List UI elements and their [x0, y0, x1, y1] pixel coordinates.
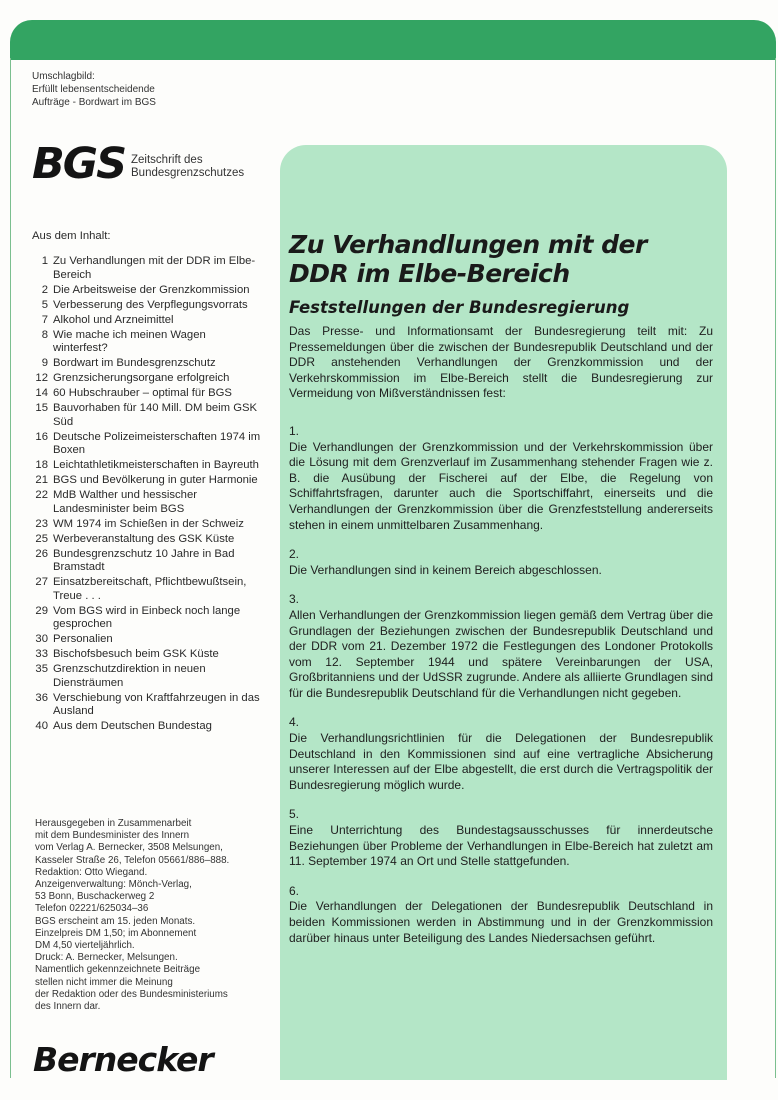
cover-caption-line: Aufträge - Bordwart im BGS	[32, 97, 156, 108]
cover-caption-line: Erfüllt lebensentscheidende	[32, 84, 155, 95]
cover-caption	[32, 70, 262, 109]
section-text: Eine Unterrichtung des Bundestagsausschusses für innerdeutsche Beziehungen über Probleme der Verhandlungen in Elbe-Bereich hat zuletzt am 11. September 1974 an Ort und Stelle stattgefunden.	[289, 823, 713, 869]
table-of-contents	[32, 230, 262, 735]
contents-page-number: 16	[35, 430, 48, 443]
contents-item	[32, 720, 262, 734]
contents-item	[32, 329, 262, 356]
section-number: 1.	[289, 423, 300, 438]
section-text: Die Verhandlungen der Grenzkommission und der Verkehrskommission über die Lösung mit dem Grenzverlauf im Zusammenhang stehender Fragen wie z. B. die Ausübung der Fischerei auf der Elbe, die Regelung von Schiffahrtsfragen, darunter auch die Sportschiffahrt, einerseits und die Verhandlungen der Grenzkommission über die Grenzfeststellung andererseits stehen in einem unmittelbaren Zusammenhang.	[289, 439, 713, 532]
bgs-logo: BGS	[32, 139, 126, 189]
article-title: Zu Verhandlungen mit der DDR im Elbe-Bereich	[289, 230, 647, 288]
contents-item	[32, 605, 262, 632]
contents-item-text: Grenzsicherungsorgane erfolgreich	[53, 372, 230, 384]
contents-item	[32, 459, 262, 473]
imprint-line: DM 4,50 vierteljährlich.	[35, 940, 135, 952]
contents-item	[32, 357, 262, 371]
imprint-line: Anzeigenverwaltung: Mönch-Verlag,	[35, 879, 192, 891]
magazine-subtitle-line: Zeitschrift des	[131, 154, 203, 166]
contents-item-text: Leichtathletikmeisterschaften in Bayreuth	[53, 459, 259, 471]
section-text: Die Verhandlungen sind in keinem Bereich abgeschlossen.	[289, 562, 602, 577]
contents-item	[32, 284, 262, 298]
contents-item	[32, 633, 262, 647]
contents-page-number: 18	[35, 459, 48, 471]
contents-item-text: 60 Hubschrauber – optimal für BGS	[53, 387, 232, 399]
contents-item-text: Bischofsbesuch beim GSK Küste	[53, 648, 219, 660]
contents-item-text: WM 1974 im Schießen in der Schweiz	[53, 517, 244, 530]
contents-page-number: 15	[35, 402, 48, 414]
contents-page-number: 27	[35, 576, 48, 588]
article-section	[289, 884, 713, 946]
contents-heading: Aus dem Inhalt:	[32, 230, 111, 242]
contents-item	[32, 255, 262, 282]
magazine-subtitle	[131, 154, 291, 180]
contents-item-text: Grenzschutzdirektion in neuen Diensträumen	[53, 663, 206, 689]
contents-page-number: 40	[35, 720, 48, 732]
contents-page-number: 1	[41, 255, 48, 267]
section-number: 3.	[289, 592, 300, 607]
contents-item-text: Bordwart im Bundesgrenzschutz	[53, 357, 216, 369]
contents-item-text: Bauvorhaben für 140 Mill. DM beim GSK Süd	[53, 402, 258, 428]
section-number: 2.	[289, 547, 300, 562]
article	[289, 230, 713, 960]
contents-page-number: 2	[41, 283, 48, 296]
contents-item	[32, 489, 262, 516]
imprint	[35, 818, 265, 1013]
contents-item	[32, 387, 262, 401]
section-text: Allen Verhandlungen der Grenzkommission liegen gemäß dem Vertrag über die Grundlagen der Beziehungen zwischen der Bundesrepublik Deutschland und der DDR vom 21. Dezember 1972 die Festlegungen des Londoner Protokolls vom 12. September 1944 und spätere Vereinbarungen der USA, Großbritanniens und der UdSSR zugrunde. Andere als alliierte Grundlagen sind für die Bundesrepublik Deutschland für die Verhandlungen nicht gegeben.	[289, 607, 713, 700]
contents-page-number: 25	[35, 532, 48, 545]
contents-item	[32, 648, 262, 662]
contents-item	[32, 474, 262, 488]
article-sections	[289, 424, 713, 946]
contents-item-text: Werbeveranstaltung des GSK Küste	[53, 532, 235, 545]
article-section	[289, 592, 713, 701]
imprint-line: des Innern dar.	[35, 1001, 101, 1013]
contents-item	[32, 548, 262, 575]
article-section	[289, 715, 713, 793]
cover-caption-line: Umschlagbild:	[32, 71, 95, 82]
contents-page-number: 14	[35, 387, 48, 399]
contents-item	[32, 663, 262, 690]
contents-item	[32, 402, 262, 429]
contents-item	[32, 372, 262, 386]
contents-item-text: Bundesgrenzschutz 10 Jahre in Bad Bramstadt	[53, 547, 235, 573]
imprint-line: Herausgegeben in Zusammenarbeit	[35, 818, 192, 829]
contents-item	[32, 518, 262, 532]
contents-page-number: 8	[41, 328, 48, 341]
imprint-line: Telefon 02221/625034–36	[35, 903, 149, 915]
imprint-line: BGS erscheint am 15. jeden Monats.	[35, 915, 196, 927]
section-text: Die Verhandlungen der Delegationen der Bundesrepublik Deutschland in beiden Kommissionen werden in Abstimmung und in der Grenzkommission darüber hinaus unter Beteiligung des Landes Niedersachsen geführt.	[289, 899, 713, 945]
section-number: 6.	[289, 883, 300, 898]
contents-page-number: 22	[35, 489, 48, 501]
contents-page-number: 9	[41, 357, 48, 369]
contents-item	[32, 533, 262, 547]
imprint-line: der Redaktion oder des Bundesministeriums	[35, 988, 228, 1000]
contents-page-number: 29	[35, 604, 48, 617]
right-border-line	[775, 58, 776, 1078]
contents-item-text: Wie mache ich meinen Wagen winterfest?	[53, 328, 206, 354]
imprint-line: Einzelpreis DM 1,50; im Abonnement	[35, 927, 197, 939]
article-section	[289, 807, 713, 869]
header-bar	[10, 20, 776, 60]
contents-item-text: Alkohol und Arzneimittel	[53, 313, 174, 326]
imprint-line: stellen nicht immer die Meinung	[35, 976, 173, 988]
contents-item	[32, 576, 262, 603]
contents-item-text: Verschiebung von Kraftfahrzeugen in das Ausland	[53, 691, 260, 717]
contents-item	[32, 314, 262, 328]
magazine-subtitle-line: Bundesgrenzschutzes	[131, 167, 245, 179]
contents-item-text: Einsatzbereitschaft, Pflichtbewußtsein, Treue . . .	[53, 576, 247, 602]
contents-item-text: Die Arbeitsweise der Grenzkommission	[53, 283, 250, 296]
imprint-line: 53 Bonn, Buschackerweg 2	[35, 891, 155, 903]
imprint-line: Druck: A. Bernecker, Melsungen.	[35, 952, 178, 964]
contents-page-number: 36	[35, 691, 48, 704]
contents-item-text: BGS und Bevölkerung in guter Harmonie	[53, 474, 258, 486]
contents-page-number: 30	[35, 633, 48, 645]
contents-page-number: 35	[35, 663, 48, 675]
publisher-logo: Bernecker	[33, 1040, 213, 1079]
imprint-line: Redaktion: Otto Wiegand.	[35, 866, 148, 878]
contents-item	[32, 692, 262, 719]
article-section	[289, 424, 713, 533]
contents-page-number: 33	[35, 648, 48, 660]
article-subtitle: Feststellungen der Bundesregierung	[289, 298, 630, 317]
contents-item-text: MdB Walther und hessischer Landesminister beim BGS	[53, 489, 197, 515]
section-number: 5.	[289, 807, 300, 822]
imprint-line: Namentlich gekennzeichnete Beiträge	[35, 964, 201, 976]
contents-item-text: Vom BGS wird in Einbeck noch lange gesprochen	[53, 604, 241, 630]
section-text: Die Verhandlungsrichtlinien für die Delegationen der Bundesrepublik Deutschland in den Kommissionen sind auf eine vertragliche Absicherung unserer Interessen auf der Elbe abgestellt, die erst durch die Vertragspolitik der Bundesregierung möglich wurde.	[289, 731, 713, 792]
contents-page-number: 23	[35, 517, 48, 530]
contents-item	[32, 431, 262, 458]
contents-item-text: Personalien	[53, 633, 113, 645]
contents-page-number: 12	[35, 372, 48, 384]
imprint-line: vom Verlag A. Bernecker, 3508 Melsungen,	[35, 842, 223, 854]
contents-item-text: Deutsche Polizeimeisterschaften 1974 im Boxen	[53, 430, 261, 456]
contents-list	[32, 255, 262, 734]
article-section	[289, 547, 713, 578]
contents-page-number: 7	[41, 313, 48, 326]
contents-item-text: Verbesserung des Verpflegungsvorrats	[53, 298, 248, 311]
contents-page-number: 21	[35, 474, 48, 486]
imprint-line: mit dem Bundesminister des Innern	[35, 830, 190, 842]
contents-item-text: Aus dem Deutschen Bundestag	[53, 720, 212, 732]
left-border-line	[10, 58, 11, 1078]
contents-page-number: 26	[35, 547, 48, 560]
section-number: 4.	[289, 715, 300, 730]
article-intro: Das Presse- und Informationsamt der Bundesregierung teilt mit: Zu Pressemeldungen über die zwischen der Bundesrepublik Deutschland und der DDR anstehenden Verhandlungen der Grenzkommission und der Verkehrskommission im Elbe-Bereich stellt die Bundesregierung zur Vermeidung von Mißverständnissen fest:	[289, 324, 713, 401]
contents-page-number: 5	[41, 298, 48, 311]
contents-item	[32, 299, 262, 313]
imprint-line: Kasseler Straße 26, Telefon 05661/886–888.	[35, 854, 230, 866]
contents-item-text: Zu Verhandlungen mit der DDR im Elbe-Bereich	[53, 255, 256, 281]
